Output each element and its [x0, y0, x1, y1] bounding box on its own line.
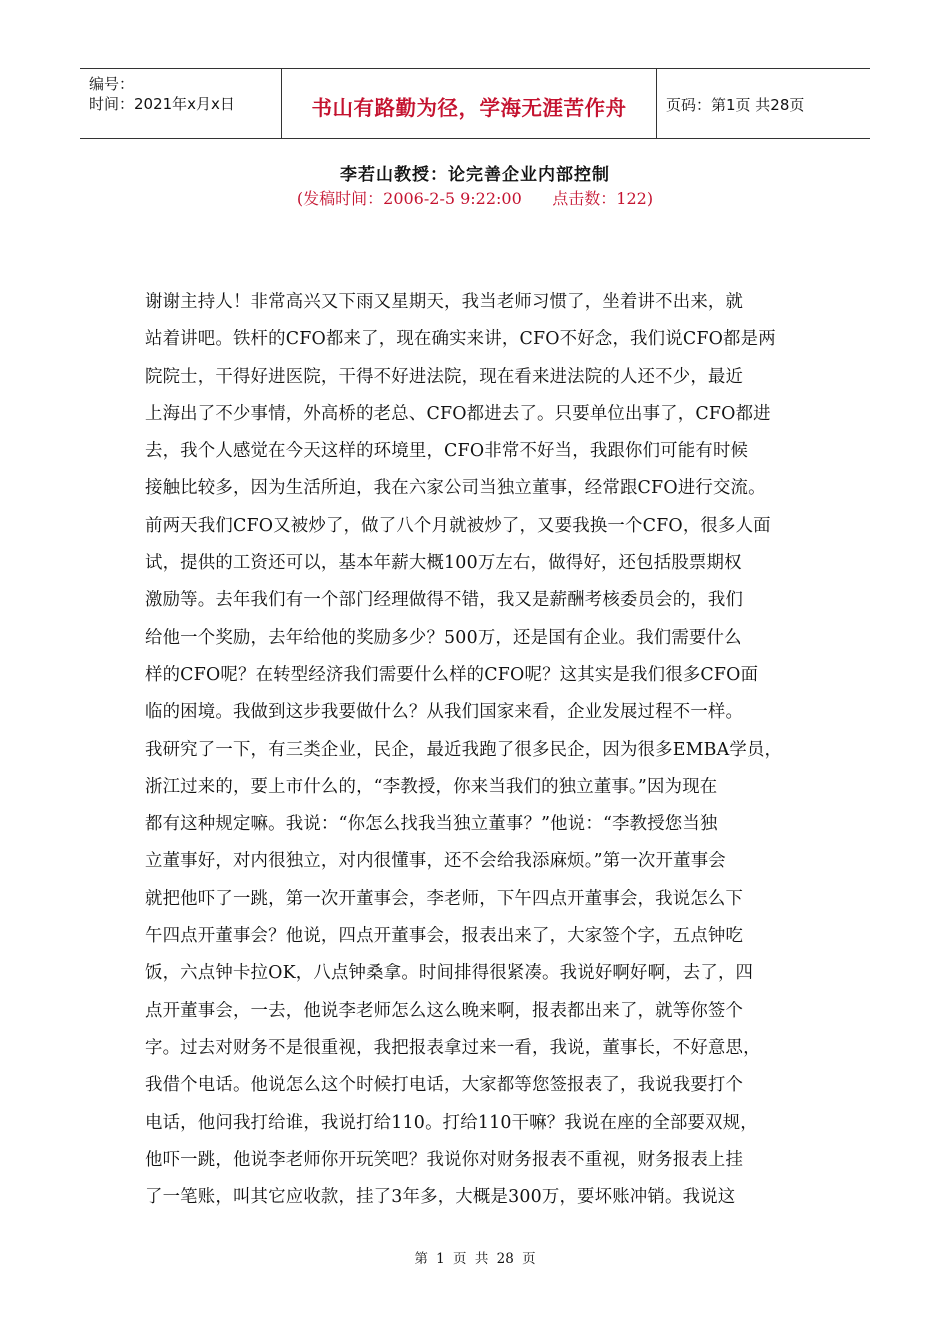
- body-line: 临的困境。我做到这步我要做什么？从我们国家来看，企业发展过程不一样。: [145, 702, 744, 723]
- body-line: 我借个电话。他说怎么这个时候打电话，大家都等您签报表了，我说我要打个: [145, 1075, 744, 1096]
- header-page-info: 页码：第1页 共28页: [666, 96, 805, 114]
- body-line: 谢谢主持人！非常高兴又下雨又星期天，我当老师习惯了，坐着讲不出来，就: [145, 292, 744, 312]
- body-line: 午四点开董事会？他说，四点开董事会，报表出来了，大家签个字，五点钟吃: [145, 926, 744, 947]
- body-line: 立董事好，对内很独立，对内很懂事，还不会给我添麻烦。”第一次开董事会: [145, 851, 726, 872]
- body-line: 饭，六点钟卡拉OK，八点钟桑拿。时间排得很紧凑。我说好啊好啊，去了，四: [145, 963, 754, 984]
- header-table: [80, 68, 870, 139]
- body-line: 去，我个人感觉在今天这样的环境里，CFO非常不好当，我跟你们可能有时候: [145, 441, 749, 462]
- body-line: 就把他吓了一跳，第一次开董事会，李老师，下午四点开董事会，我说怎么下: [145, 888, 744, 909]
- body-line: 字。过去对财务不是很重视，我把报表拿过来一看，我说，董事长，不好意思，: [145, 1037, 761, 1058]
- article-body: [145, 285, 805, 1217]
- body-line: 点开董事会，一去，他说李老师怎么这么晚来啊，报表都出来了，就等你签个: [145, 1000, 744, 1021]
- body-line: 都有这种规定嘛。我说：“你怎么找我当独立董事？”他说：“李教授您当独: [145, 814, 718, 835]
- body-line: 接触比较多，因为生活所迫，我在六家公司当独立董事，经常跟CFO进行交流。: [145, 478, 766, 499]
- header-motto: 书山有路勤为径，学海无涯苦作舟: [311, 96, 627, 120]
- body-line: 了一笔账，叫其它应收款，挂了3年多，大概是300万，要坏账冲销。我说这: [145, 1187, 736, 1208]
- body-line: 站着讲吧。铁杆的CFO都来了，现在确实来讲，CFO不好念，我们说CFO都是两: [145, 329, 776, 350]
- body-line: 上海出了不少事情，外高桥的老总、CFO都进去了。只要单位出事了，CFO都进: [145, 403, 771, 424]
- body-line: 试，提供的工资还可以，基本年薪大概100万左右，做得好，还包括股票期权: [145, 553, 742, 574]
- body-line: 激励等。去年我们有一个部门经理做得不错，我又是薪酬考核委员会的，我们: [145, 590, 744, 611]
- body-line: 浙江过来的，要上市什么的，“李教授，你来当我们的独立董事。”因为现在: [145, 776, 718, 797]
- document-number-label: 编号：: [89, 75, 135, 93]
- page-footer: 第 1 页 共 28 页: [414, 1251, 536, 1267]
- header-meta-cell: [80, 69, 282, 138]
- document-time-label: 时间：2021年x月x日: [89, 95, 235, 113]
- body-line: 给他一个奖励，去年给他的奖励多少？500万，还是国有企业。我们需要什么: [145, 627, 742, 648]
- body-line: 我研究了一下，有三类企业，民企，最近我跑了很多民企，因为很多EMBA学员，: [145, 739, 783, 760]
- body-line: 样的CFO呢？在转型经济我们需要什么样的CFO呢？这其实是我们很多CFO面: [145, 664, 759, 685]
- body-line: 他吓一跳，他说李老师你开玩笑吧？我说你对财务报表不重视，财务报表上挂: [145, 1149, 744, 1170]
- body-line: 院院士，干得好进医院，干得不好进法院，现在看来进法院的人还不少，最近: [145, 366, 744, 387]
- body-line: 电话，他问我打给谁，我说打给110。打给110干嘛？我说在座的全部要双规，: [145, 1112, 758, 1133]
- header-page-cell: [658, 69, 870, 138]
- article-subtitle: (发稿时间：2006-2-5 9:22:00 点击数：122): [296, 189, 654, 208]
- header-motto-cell: [282, 69, 657, 138]
- article-title: 李若山教授：论完善企业内部控制: [340, 165, 610, 185]
- body-line: 前两天我们CFO又被炒了，做了八个月就被炒了，又要我换一个CFO，很多人面: [145, 515, 771, 536]
